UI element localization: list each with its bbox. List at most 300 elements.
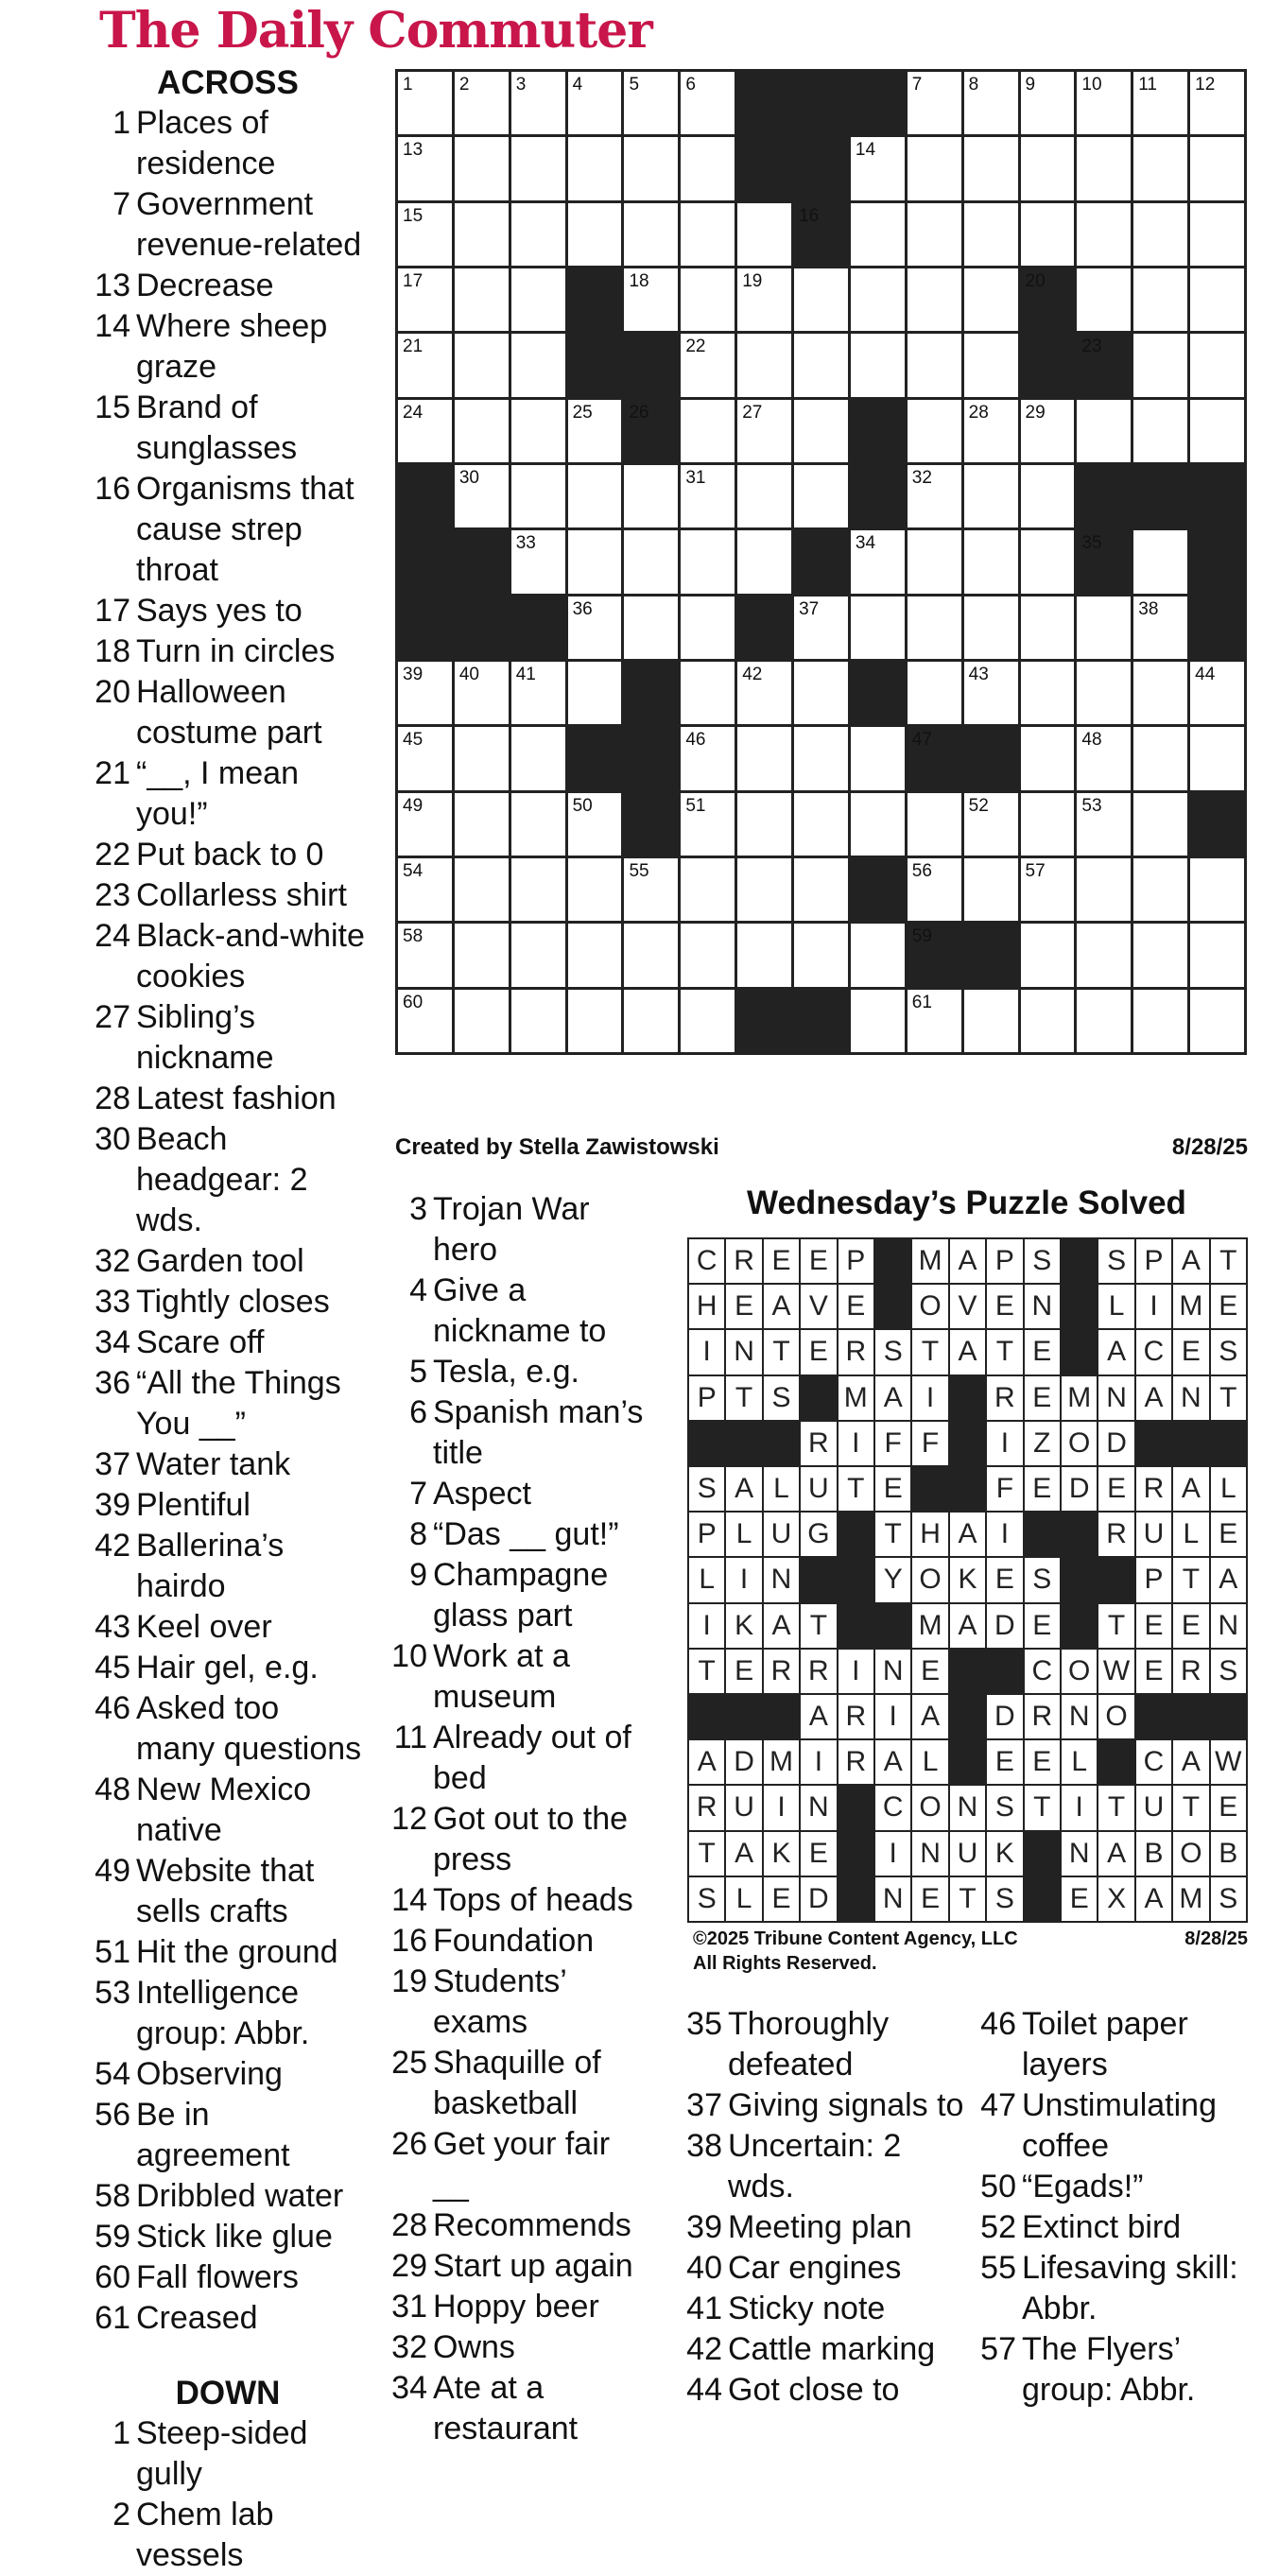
solution-letter: P bbox=[689, 1376, 724, 1420]
clue-item bbox=[683, 2370, 964, 2411]
cell-number: 21 bbox=[403, 337, 424, 357]
grid-cell[interactable] bbox=[1190, 137, 1244, 199]
solution-letter: T bbox=[726, 1376, 761, 1420]
grid-cell[interactable] bbox=[964, 72, 1018, 134]
grid-cell[interactable] bbox=[964, 662, 1018, 724]
solution-letter: E bbox=[1025, 1376, 1060, 1420]
grid-cell[interactable] bbox=[908, 334, 961, 396]
grid-cell[interactable] bbox=[681, 858, 735, 921]
grid-cell[interactable] bbox=[511, 334, 565, 396]
grid-cell[interactable] bbox=[1190, 924, 1244, 986]
solution-letter: M bbox=[912, 1604, 947, 1648]
grid-cell[interactable] bbox=[1021, 400, 1075, 462]
grid-cell[interactable] bbox=[1133, 137, 1187, 199]
grid-cell[interactable] bbox=[455, 662, 509, 724]
grid-cell[interactable] bbox=[851, 334, 905, 396]
grid-cell[interactable] bbox=[908, 530, 961, 593]
cell-number: 16 bbox=[799, 205, 820, 226]
solution-letter: C bbox=[875, 1786, 910, 1829]
grid-cell[interactable] bbox=[1190, 990, 1244, 1052]
clue-number: 8 bbox=[409, 1516, 427, 1552]
grid-cell[interactable] bbox=[455, 203, 509, 266]
clue-text: Hair gel, e.g. bbox=[136, 1650, 319, 1686]
solution-black-square bbox=[1062, 1285, 1097, 1328]
grid-cell[interactable] bbox=[1190, 72, 1244, 134]
grid-cell[interactable] bbox=[1133, 530, 1187, 593]
solution-letter: A bbox=[689, 1740, 724, 1784]
grid-cell[interactable] bbox=[964, 400, 1018, 462]
solution-letter: O bbox=[912, 1558, 947, 1601]
grid-cell[interactable] bbox=[908, 137, 961, 199]
grid-cell[interactable] bbox=[851, 268, 905, 331]
grid-cell[interactable] bbox=[851, 924, 905, 986]
grid-cell[interactable] bbox=[737, 268, 791, 331]
grid-cell[interactable] bbox=[1133, 990, 1187, 1052]
grid-cell[interactable] bbox=[964, 465, 1018, 527]
grid-cell[interactable] bbox=[1077, 137, 1131, 199]
grid-cell[interactable] bbox=[511, 72, 565, 134]
grid-cell[interactable] bbox=[511, 530, 565, 593]
grid-cell[interactable] bbox=[908, 990, 961, 1052]
grid-cell[interactable] bbox=[455, 924, 509, 986]
solution-letter: B bbox=[1211, 1832, 1246, 1876]
grid-cell[interactable] bbox=[737, 858, 791, 921]
clue-item bbox=[91, 835, 365, 875]
grid-cell[interactable] bbox=[398, 334, 452, 396]
solution-letter: D bbox=[1062, 1467, 1097, 1511]
grid-cell[interactable] bbox=[398, 858, 452, 921]
grid-cell[interactable] bbox=[511, 662, 565, 724]
solution-letter: I bbox=[987, 1513, 1022, 1556]
solution-letter: R bbox=[987, 1376, 1022, 1420]
clue-item bbox=[91, 2413, 365, 2495]
solution-letter: T bbox=[1173, 1558, 1208, 1601]
grid-cell[interactable] bbox=[794, 465, 848, 527]
solution-letter: A bbox=[1173, 1467, 1208, 1511]
solution-letter: A bbox=[950, 1239, 985, 1283]
grid-cell[interactable] bbox=[511, 268, 565, 331]
grid-cell[interactable] bbox=[681, 72, 735, 134]
grid-cell[interactable] bbox=[1190, 662, 1244, 724]
grid-cell[interactable] bbox=[398, 268, 452, 331]
grid-cell[interactable] bbox=[908, 465, 961, 527]
grid-cell[interactable] bbox=[455, 268, 509, 331]
grid-cell[interactable] bbox=[511, 793, 565, 856]
solution-letter: I bbox=[689, 1604, 724, 1648]
grid-cell[interactable] bbox=[455, 793, 509, 856]
grid-cell[interactable] bbox=[455, 858, 509, 921]
grid-cell[interactable] bbox=[737, 530, 791, 593]
solution-letter: D bbox=[1098, 1422, 1133, 1465]
grid-cell[interactable] bbox=[681, 990, 735, 1052]
grid-cell[interactable] bbox=[1021, 727, 1075, 789]
clue-number: 28 bbox=[391, 2207, 427, 2243]
clue-text: Stick like glue bbox=[136, 2219, 333, 2255]
solution-letter: A bbox=[764, 1604, 799, 1648]
grid-cell[interactable] bbox=[624, 990, 678, 1052]
grid-cell[interactable] bbox=[568, 400, 622, 462]
grid-cell[interactable] bbox=[1133, 203, 1187, 266]
grid-cell[interactable] bbox=[681, 924, 735, 986]
grid-cell[interactable] bbox=[398, 924, 452, 986]
grid-cell[interactable] bbox=[1021, 924, 1075, 986]
grid-cell[interactable] bbox=[624, 72, 678, 134]
grid-cell[interactable] bbox=[511, 727, 565, 789]
grid-cell[interactable] bbox=[794, 793, 848, 856]
clue-item bbox=[388, 1636, 654, 1718]
solution-letter: S bbox=[1211, 1650, 1246, 1693]
grid-cell[interactable] bbox=[568, 530, 622, 593]
cell-number: 27 bbox=[742, 402, 763, 423]
grid-cell[interactable] bbox=[1077, 858, 1131, 921]
grid-cell[interactable] bbox=[398, 72, 452, 134]
clue-text: Extinct bird bbox=[1022, 2209, 1182, 2245]
clue-text: “Egads!” bbox=[1022, 2169, 1144, 2204]
grid-cell[interactable] bbox=[398, 400, 452, 462]
clue-text: Organisms that cause strep throat bbox=[136, 471, 354, 588]
grid-cell[interactable] bbox=[1133, 596, 1187, 659]
grid-cell[interactable] bbox=[398, 203, 452, 266]
solution-letter: E bbox=[1062, 1877, 1097, 1921]
clue-text: The Flyers’ group: Abbr. bbox=[1022, 2331, 1196, 2408]
grid-cell[interactable] bbox=[681, 793, 735, 856]
clue-item bbox=[91, 1323, 365, 1363]
grid-cell[interactable] bbox=[1077, 924, 1131, 986]
solution-letter: S bbox=[1211, 1877, 1246, 1921]
grid-cell[interactable] bbox=[624, 203, 678, 266]
grid-cell[interactable] bbox=[681, 596, 735, 659]
clue-item bbox=[91, 103, 365, 184]
clue-item bbox=[977, 2207, 1262, 2248]
grid-cell[interactable] bbox=[1133, 858, 1187, 921]
solution-letter: O bbox=[1173, 1832, 1208, 1876]
grid-cell[interactable] bbox=[568, 596, 622, 659]
grid-cell[interactable] bbox=[851, 990, 905, 1052]
solution-letter: F bbox=[912, 1422, 947, 1465]
grid-cell[interactable] bbox=[908, 268, 961, 331]
grid-cell[interactable] bbox=[455, 990, 509, 1052]
grid-cell[interactable] bbox=[568, 203, 622, 266]
grid-cell[interactable] bbox=[964, 334, 1018, 396]
solution-letter: U bbox=[801, 1467, 836, 1511]
grid-cell[interactable] bbox=[568, 793, 622, 856]
grid-cell[interactable] bbox=[1021, 72, 1075, 134]
grid-cell[interactable] bbox=[511, 465, 565, 527]
clue-item bbox=[91, 672, 365, 753]
grid-cell[interactable] bbox=[964, 530, 1018, 593]
grid-cell[interactable] bbox=[681, 334, 735, 396]
grid-cell[interactable] bbox=[964, 268, 1018, 331]
solution-black-square bbox=[987, 1650, 1022, 1693]
clue-text: Water tank bbox=[136, 1446, 291, 1482]
grid-cell[interactable] bbox=[681, 662, 735, 724]
grid-cell[interactable] bbox=[511, 990, 565, 1052]
grid-cell[interactable] bbox=[1021, 203, 1075, 266]
solution-letter: W bbox=[1098, 1650, 1133, 1693]
grid-cell[interactable] bbox=[1133, 662, 1187, 724]
grid-cell[interactable] bbox=[568, 137, 622, 199]
solution-letter: I bbox=[838, 1422, 873, 1465]
solution-letter: T bbox=[689, 1832, 724, 1876]
grid-cell[interactable] bbox=[624, 596, 678, 659]
grid-cell[interactable] bbox=[794, 596, 848, 659]
grid-cell[interactable] bbox=[511, 203, 565, 266]
solution-black-square bbox=[689, 1422, 724, 1465]
grid-cell[interactable] bbox=[398, 793, 452, 856]
clue-item bbox=[91, 916, 365, 997]
grid-cell[interactable] bbox=[1190, 400, 1244, 462]
grid-cell[interactable] bbox=[681, 400, 735, 462]
grid-cell[interactable] bbox=[737, 203, 791, 266]
grid-cell[interactable] bbox=[794, 727, 848, 789]
grid-cell[interactable] bbox=[398, 727, 452, 789]
grid-cell[interactable] bbox=[1077, 662, 1131, 724]
solution-letter: E bbox=[1098, 1467, 1133, 1511]
grid-cell[interactable] bbox=[851, 727, 905, 789]
grid-cell[interactable] bbox=[1021, 596, 1075, 659]
crossword-grid[interactable] bbox=[395, 69, 1247, 1055]
grid-cell[interactable] bbox=[851, 203, 905, 266]
grid-cell[interactable] bbox=[681, 203, 735, 266]
grid-cell[interactable] bbox=[398, 662, 452, 724]
grid-cell[interactable] bbox=[964, 858, 1018, 921]
black-square bbox=[908, 924, 961, 986]
clue-number: 1 bbox=[112, 2415, 130, 2451]
clue-number: 40 bbox=[686, 2250, 722, 2286]
grid-cell[interactable] bbox=[1077, 793, 1131, 856]
solution-letter: O bbox=[1062, 1650, 1097, 1693]
grid-cell[interactable] bbox=[1133, 72, 1187, 134]
grid-cell[interactable] bbox=[908, 793, 961, 856]
grid-cell[interactable] bbox=[1021, 858, 1075, 921]
grid-cell[interactable] bbox=[511, 924, 565, 986]
grid-cell[interactable] bbox=[511, 137, 565, 199]
solution-black-square bbox=[1136, 1422, 1171, 1465]
grid-cell[interactable] bbox=[1021, 662, 1075, 724]
solution-letter: E bbox=[987, 1740, 1022, 1784]
grid-cell[interactable] bbox=[1077, 400, 1131, 462]
grid-cell[interactable] bbox=[964, 596, 1018, 659]
black-square bbox=[511, 596, 565, 659]
solution-letter: L bbox=[912, 1740, 947, 1784]
grid-cell[interactable] bbox=[681, 268, 735, 331]
grid-cell[interactable] bbox=[908, 400, 961, 462]
grid-cell[interactable] bbox=[455, 72, 509, 134]
black-square bbox=[455, 530, 509, 593]
grid-cell[interactable] bbox=[737, 924, 791, 986]
grid-cell[interactable] bbox=[1133, 924, 1187, 986]
grid-cell[interactable] bbox=[1190, 268, 1244, 331]
grid-cell[interactable] bbox=[1077, 72, 1131, 134]
grid-cell[interactable] bbox=[1190, 858, 1244, 921]
grid-cell[interactable] bbox=[1077, 203, 1131, 266]
grid-cell[interactable] bbox=[1133, 400, 1187, 462]
grid-cell[interactable] bbox=[1133, 793, 1187, 856]
cell-number: 57 bbox=[1025, 861, 1046, 881]
clue-item bbox=[683, 2329, 964, 2370]
grid-cell[interactable] bbox=[624, 465, 678, 527]
across-header: ACROSS bbox=[157, 64, 299, 101]
grid-cell[interactable] bbox=[511, 400, 565, 462]
grid-cell[interactable] bbox=[398, 990, 452, 1052]
grid-cell[interactable] bbox=[1021, 793, 1075, 856]
black-square bbox=[1190, 465, 1244, 527]
solution-letter: A bbox=[875, 1740, 910, 1784]
grid-cell[interactable] bbox=[794, 334, 848, 396]
grid-cell[interactable] bbox=[794, 858, 848, 921]
grid-cell[interactable] bbox=[624, 268, 678, 331]
grid-cell[interactable] bbox=[1021, 990, 1075, 1052]
grid-cell[interactable] bbox=[851, 137, 905, 199]
black-square bbox=[398, 530, 452, 593]
grid-cell[interactable] bbox=[1077, 990, 1131, 1052]
solution-letter: U bbox=[764, 1513, 799, 1556]
solution-letter: R bbox=[689, 1786, 724, 1829]
grid-cell[interactable] bbox=[737, 662, 791, 724]
grid-cell[interactable] bbox=[568, 924, 622, 986]
clue-item bbox=[388, 1962, 654, 2043]
solution-letter: D bbox=[987, 1695, 1022, 1738]
solution-letter: I bbox=[726, 1558, 761, 1601]
clue-item bbox=[91, 1079, 365, 1119]
grid-cell[interactable] bbox=[794, 400, 848, 462]
grid-cell[interactable] bbox=[398, 137, 452, 199]
solution-letter: S bbox=[1025, 1558, 1060, 1601]
grid-cell[interactable] bbox=[737, 400, 791, 462]
grid-cell[interactable] bbox=[568, 465, 622, 527]
solution-black-square bbox=[801, 1376, 836, 1420]
grid-cell[interactable] bbox=[681, 727, 735, 789]
clue-item bbox=[91, 2217, 365, 2257]
grid-cell[interactable] bbox=[455, 727, 509, 789]
grid-cell[interactable] bbox=[568, 662, 622, 724]
solution-letter: S bbox=[764, 1376, 799, 1420]
clue-text: Already out of bed bbox=[433, 1720, 631, 1796]
black-square bbox=[1190, 596, 1244, 659]
clue-number: 27 bbox=[95, 999, 130, 1035]
solution-black-square bbox=[1062, 1330, 1097, 1374]
grid-cell[interactable] bbox=[908, 203, 961, 266]
solution-letter: E bbox=[875, 1467, 910, 1511]
black-square bbox=[851, 662, 905, 724]
grid-cell[interactable] bbox=[737, 727, 791, 789]
grid-cell[interactable] bbox=[568, 858, 622, 921]
grid-cell[interactable] bbox=[964, 203, 1018, 266]
clue-number: 11 bbox=[393, 1720, 427, 1755]
down-clue-list-3 bbox=[683, 2004, 964, 2411]
grid-cell[interactable] bbox=[624, 858, 678, 921]
grid-cell[interactable] bbox=[737, 465, 791, 527]
clue-item bbox=[388, 2287, 654, 2327]
clue-text: New Mexico native bbox=[136, 1772, 312, 1848]
cell-number: 12 bbox=[1195, 75, 1216, 95]
grid-cell[interactable] bbox=[1077, 268, 1131, 331]
clue-item bbox=[91, 1607, 365, 1648]
grid-cell[interactable] bbox=[851, 530, 905, 593]
cell-number: 51 bbox=[685, 795, 706, 816]
clue-item bbox=[683, 2207, 964, 2248]
grid-cell[interactable] bbox=[455, 465, 509, 527]
grid-cell[interactable] bbox=[568, 990, 622, 1052]
clue-number: 2 bbox=[112, 2497, 130, 2533]
clue-number: 10 bbox=[391, 1638, 427, 1674]
grid-cell[interactable] bbox=[1133, 334, 1187, 396]
grid-cell[interactable] bbox=[681, 465, 735, 527]
solution-letter: R bbox=[1136, 1467, 1171, 1511]
grid-cell[interactable] bbox=[908, 662, 961, 724]
solution-letter: A bbox=[764, 1285, 799, 1328]
clue-text: Giving signals to bbox=[728, 2087, 964, 2123]
cell-number: 60 bbox=[403, 992, 424, 1012]
grid-cell[interactable] bbox=[681, 530, 735, 593]
grid-cell[interactable] bbox=[964, 990, 1018, 1052]
clue-number: 46 bbox=[95, 1690, 130, 1726]
solution-black-square bbox=[950, 1695, 985, 1738]
solution-letter: E bbox=[1025, 1467, 1060, 1511]
solution-black-square bbox=[950, 1467, 985, 1511]
grid-cell[interactable] bbox=[455, 400, 509, 462]
grid-cell[interactable] bbox=[737, 334, 791, 396]
grid-cell[interactable] bbox=[624, 137, 678, 199]
black-square bbox=[794, 530, 848, 593]
grid-cell[interactable] bbox=[1077, 727, 1131, 789]
solution-black-square bbox=[875, 1239, 910, 1283]
cell-number: 45 bbox=[403, 730, 424, 751]
black-square bbox=[568, 727, 622, 789]
grid-cell[interactable] bbox=[1021, 530, 1075, 593]
grid-cell[interactable] bbox=[908, 858, 961, 921]
grid-cell[interactable] bbox=[681, 137, 735, 199]
grid-cell[interactable] bbox=[1133, 268, 1187, 331]
grid-cell[interactable] bbox=[1021, 137, 1075, 199]
clue-text: Plentiful bbox=[136, 1487, 251, 1523]
grid-cell[interactable] bbox=[964, 137, 1018, 199]
grid-cell[interactable] bbox=[1190, 727, 1244, 789]
grid-cell[interactable] bbox=[851, 596, 905, 659]
clue-text: Decrease bbox=[136, 268, 274, 303]
solution-letter: O bbox=[1062, 1422, 1097, 1465]
clue-number: 60 bbox=[95, 2259, 130, 2295]
grid-cell[interactable] bbox=[1190, 334, 1244, 396]
grid-cell[interactable] bbox=[455, 334, 509, 396]
grid-cell[interactable] bbox=[737, 793, 791, 856]
grid-cell[interactable] bbox=[624, 924, 678, 986]
grid-cell[interactable] bbox=[1021, 465, 1075, 527]
clue-item bbox=[91, 2257, 365, 2298]
grid-cell[interactable] bbox=[1190, 203, 1244, 266]
clue-item bbox=[91, 1119, 365, 1241]
grid-cell[interactable] bbox=[964, 793, 1018, 856]
grid-cell[interactable] bbox=[851, 793, 905, 856]
solution-letter: E bbox=[1025, 1330, 1060, 1374]
clue-number: 59 bbox=[95, 2219, 130, 2255]
grid-cell[interactable] bbox=[1133, 727, 1187, 789]
cell-number: 59 bbox=[911, 926, 932, 947]
cell-number: 13 bbox=[403, 140, 424, 161]
cell-number: 47 bbox=[911, 730, 932, 751]
grid-cell[interactable] bbox=[1077, 596, 1131, 659]
grid-cell[interactable] bbox=[794, 268, 848, 331]
grid-cell[interactable] bbox=[511, 858, 565, 921]
grid-cell[interactable] bbox=[794, 662, 848, 724]
grid-cell[interactable] bbox=[455, 137, 509, 199]
solution-black-square bbox=[912, 1467, 947, 1511]
grid-cell[interactable] bbox=[908, 596, 961, 659]
grid-cell[interactable] bbox=[908, 72, 961, 134]
grid-cell[interactable] bbox=[624, 530, 678, 593]
grid-cell[interactable] bbox=[568, 72, 622, 134]
grid-cell[interactable] bbox=[794, 924, 848, 986]
